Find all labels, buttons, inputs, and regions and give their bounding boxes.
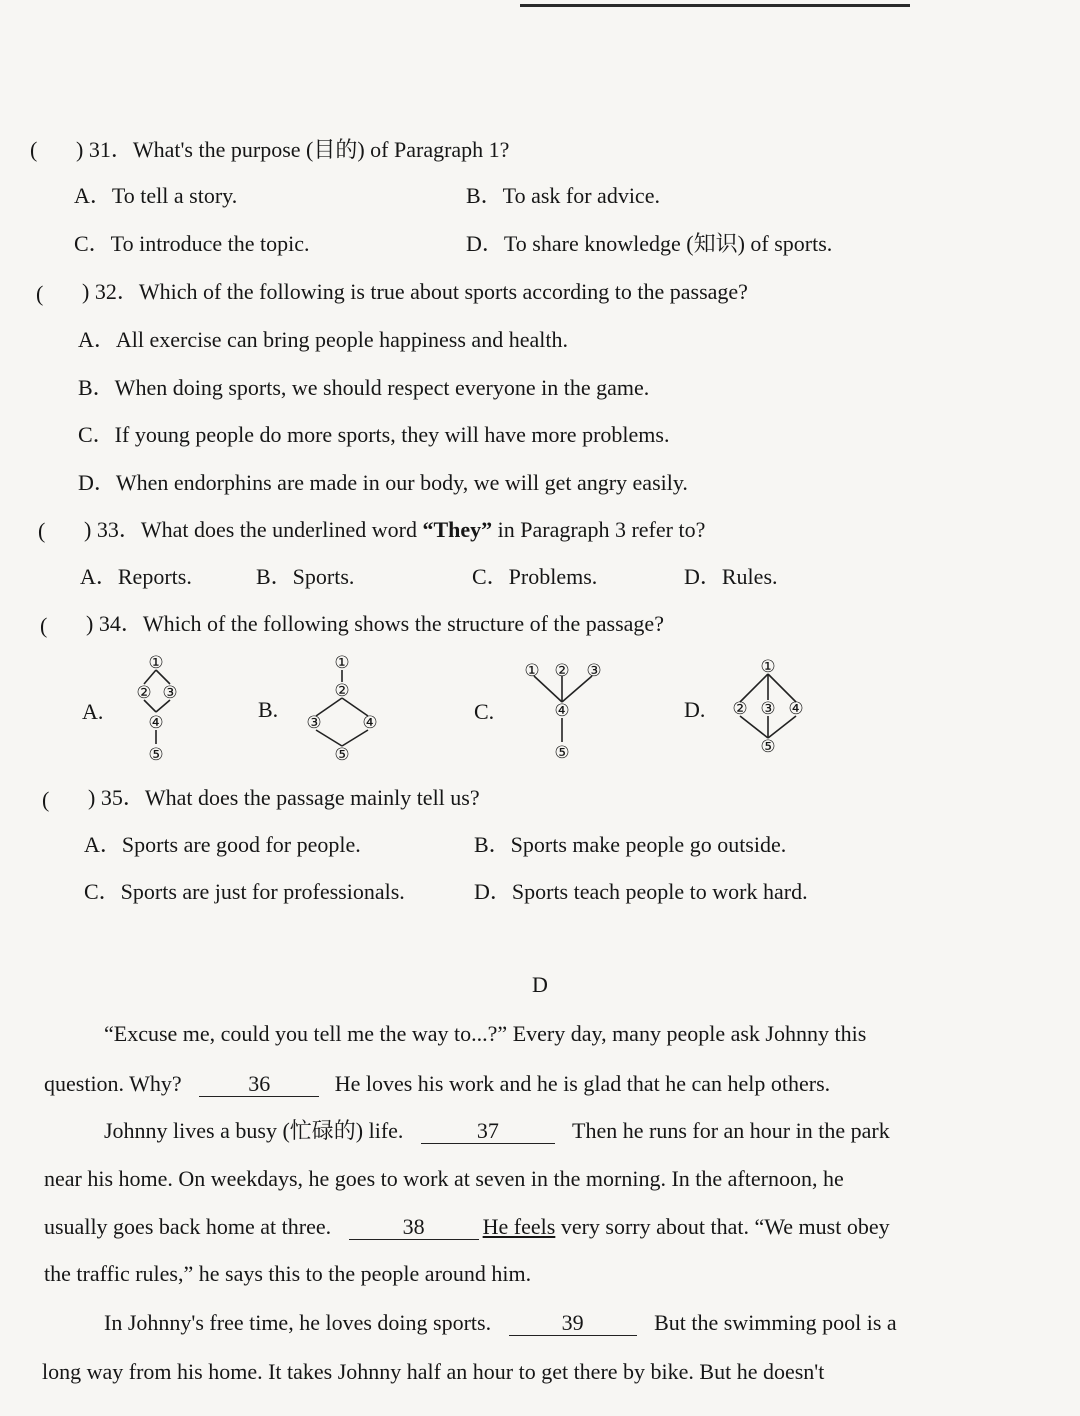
question-32-stem: ) 32．Which of the following is true about sports according to the passage? <box>82 279 748 304</box>
diagram-b-node-2: ② <box>334 681 350 701</box>
q32-option-d: D．When endorphins are made in our body, we will get angry easily. <box>78 470 688 495</box>
diagram-c-node-5: ⑤ <box>554 743 570 763</box>
passage-line-5: usually goes back home at three. 38 He feels very sorry about that. “We must obey <box>44 1214 890 1239</box>
diagram-b-node-1: ① <box>334 653 350 673</box>
diagram-a-node-1: ① <box>148 653 164 673</box>
diagram-d-node-4: ④ <box>788 699 804 719</box>
q31-option-c: C．To introduce the topic. <box>74 231 310 256</box>
passage-line-6: the traffic rules,” he says this to the people around him. <box>44 1261 532 1286</box>
answer-paren-34: ( <box>40 613 48 638</box>
question-31-stem: ) 31．What's the purpose (目的) of Paragraph 1? <box>76 137 510 162</box>
diagram-d-node-2: ② <box>732 699 748 719</box>
diagram-b-node-5: ⑤ <box>334 745 350 764</box>
passage-line-7: In Johnny's free time, he loves doing sports. 39 But the swimming pool is a <box>104 1310 897 1335</box>
structure-diagram-c <box>514 656 610 764</box>
section-title: D <box>532 972 548 997</box>
passage-line-4: near his home. On weekdays, he goes to work at seven in the morning. In the afternoon, he <box>44 1166 844 1191</box>
structure-diagram-b <box>298 648 390 764</box>
passage-line-2: question. Why? 36 He loves his work and he is glad that he can help others. <box>44 1071 831 1096</box>
q34-option-c-label: C. <box>474 699 495 724</box>
diagram-c-node-2: ② <box>554 661 570 681</box>
diagram-a-node-5: ⑤ <box>148 745 164 765</box>
q35-option-d: D．Sports teach people to work hard. <box>474 879 808 904</box>
diagram-a-node-3: ③ <box>162 683 178 703</box>
top-rule <box>520 4 910 7</box>
diagram-a-node-2: ② <box>136 683 152 703</box>
diagram-b-node-4: ④ <box>362 713 378 733</box>
diagram-d-node-3: ③ <box>760 699 776 719</box>
q34-option-d-label: D. <box>684 697 706 722</box>
q33-option-a: A．Reports. <box>80 564 192 589</box>
q31-option-b: B．To ask for advice. <box>466 183 660 208</box>
blank-36[interactable]: 36 <box>199 1072 319 1097</box>
blank-37[interactable]: 37 <box>421 1119 555 1144</box>
answer-paren-35: ( <box>42 787 50 812</box>
q35-option-c: C．Sports are just for professionals. <box>84 879 405 904</box>
passage-line-1: “Excuse me, could you tell me the way to...?” Every day, many people ask Johnny this <box>104 1021 867 1046</box>
passage-line-3: Johnny lives a busy (忙碌的) life. 37 Then he runs for an hour in the park <box>104 1118 890 1143</box>
q35-option-a: A．Sports are good for people. <box>84 832 361 857</box>
question-35-stem: ) 35．What does the passage mainly tell us? <box>88 785 480 810</box>
structure-diagram-d <box>726 654 816 758</box>
q33-option-b: B．Sports. <box>256 564 355 589</box>
q32-option-b: B．When doing sports, we should respect everyone in the game. <box>78 375 650 400</box>
structure-diagram-a <box>120 648 200 768</box>
answer-paren-32: ( <box>36 281 44 306</box>
q35-option-b: B．Sports make people go outside. <box>474 832 787 857</box>
q33-option-c: C．Problems. <box>472 564 598 589</box>
question-34-stem: ) 34．Which of the following shows the structure of the passage? <box>86 611 664 636</box>
answer-paren-33: ( <box>38 518 46 543</box>
diagram-b-node-3: ③ <box>306 713 322 733</box>
q33-option-d: D．Rules. <box>684 564 778 589</box>
question-33-stem: ) 33．What does the underlined word “They” in Paragraph 3 refer to? <box>84 517 706 542</box>
q34-option-b-label: B. <box>258 697 279 722</box>
diagram-c-node-4: ④ <box>554 701 570 721</box>
diagram-d-node-1: ① <box>760 657 776 677</box>
q34-option-a-label: A. <box>82 699 104 724</box>
passage-line-8: long way from his home. It takes Johnny half an hour to get there by bike. But he doesn't <box>42 1359 825 1384</box>
q32-option-c: C．If young people do more sports, they will have more problems. <box>78 422 670 447</box>
diagram-c-node-1: ① <box>524 661 540 681</box>
diagram-d-node-5: ⑤ <box>760 737 776 757</box>
q31-option-a: A．To tell a story. <box>74 183 238 208</box>
blank-38[interactable]: 38 <box>349 1215 479 1240</box>
diagram-c-node-3: ③ <box>586 661 602 681</box>
answer-paren-31: ( <box>30 137 38 162</box>
q32-option-a: A．All exercise can bring people happiness and health. <box>78 327 568 352</box>
q31-option-d: D．To share knowledge (知识) of sports. <box>466 231 833 256</box>
blank-39[interactable]: 39 <box>509 1311 637 1336</box>
diagram-a-node-4: ④ <box>148 713 164 733</box>
